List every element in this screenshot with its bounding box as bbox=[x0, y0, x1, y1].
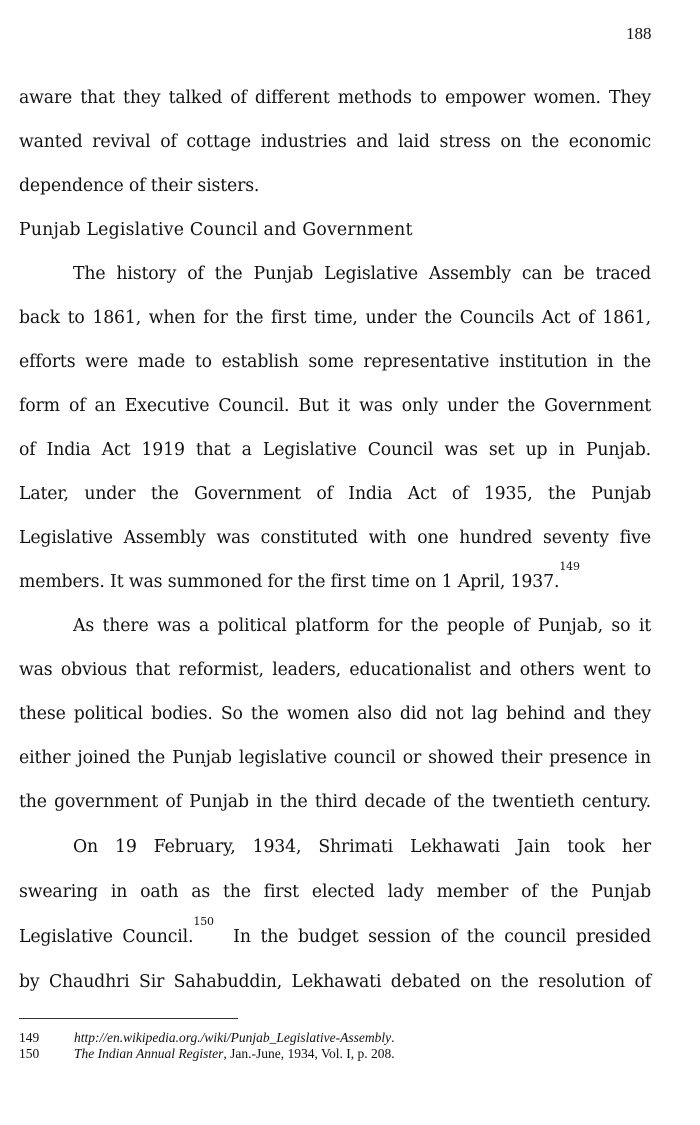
footnote bbox=[19, 1046, 395, 1062]
text-segment: members. It was summoned for the first time on 1 April, 1937. bbox=[19, 572, 560, 592]
text-line: Later, under the Government of India Act of 1935, the Punjab bbox=[19, 484, 651, 504]
footnote-citation: http://en.wikipedia.org./wiki/Punjab_Legislative-Assembly bbox=[74, 1030, 392, 1045]
footnote-text: . bbox=[391, 1030, 395, 1045]
text-line: aware that they talked of different methods to empower women. They bbox=[19, 88, 651, 108]
text-line: On 19 February, 1934, Shrimati Lekhawati Jain took her bbox=[73, 837, 651, 857]
text-line: the government of Punjab in the third decade of the twentieth century. bbox=[19, 792, 651, 812]
footnote-number: 150 bbox=[19, 1046, 40, 1061]
footnote bbox=[19, 1030, 394, 1046]
footnote-text: , Jan.-June, 1934, Vol. I, p. 208. bbox=[223, 1046, 395, 1061]
text-line: by Chaudhri Sir Sahabuddin, Lekhawati debated on the resolution of bbox=[19, 972, 651, 992]
text-line: As there was a political platform for the people of Punjab, so it bbox=[73, 616, 651, 636]
section-heading: Punjab Legislative Council and Government bbox=[19, 220, 413, 240]
footnote-reference: 149 bbox=[559, 560, 580, 573]
footnote-citation: The Indian Annual Register bbox=[74, 1046, 224, 1061]
footnote-number: 149 bbox=[19, 1030, 40, 1045]
text-line: Legislative Assembly was constituted with one hundred seventy five bbox=[19, 528, 651, 548]
text-line bbox=[19, 915, 652, 948]
page-number: 188 bbox=[626, 24, 652, 43]
text-line: either joined the Punjab legislative council or showed their presence in bbox=[19, 748, 651, 768]
text-line: these political bodies. So the women also did not lag behind and they bbox=[19, 704, 651, 724]
text-line: dependence of their sisters. bbox=[19, 176, 260, 196]
text-line bbox=[19, 560, 651, 593]
text-line: efforts were made to establish some representative institution in the bbox=[19, 352, 651, 372]
text-segment: In the budget session of the council presided bbox=[233, 927, 652, 947]
text-line: form of an Executive Council. But it was only under the Government bbox=[19, 396, 651, 416]
text-line: back to 1861, when for the first time, under the Councils Act of 1861, bbox=[19, 308, 651, 328]
text-line: swearing in oath as the first elected lady member of the Punjab bbox=[19, 882, 651, 902]
footnote-divider bbox=[19, 1018, 238, 1019]
text-line: was obvious that reformist, leaders, educationalist and others went to bbox=[19, 660, 651, 680]
text-line: wanted revival of cottage industries and laid stress on the economic bbox=[19, 132, 651, 152]
text-line: The history of the Punjab Legislative Assembly can be traced bbox=[73, 264, 651, 284]
text-segment: Legislative Council. bbox=[19, 927, 194, 947]
text-line: of India Act 1919 that a Legislative Council was set up in Punjab. bbox=[19, 440, 651, 460]
footnote-reference: 150 bbox=[193, 915, 214, 928]
